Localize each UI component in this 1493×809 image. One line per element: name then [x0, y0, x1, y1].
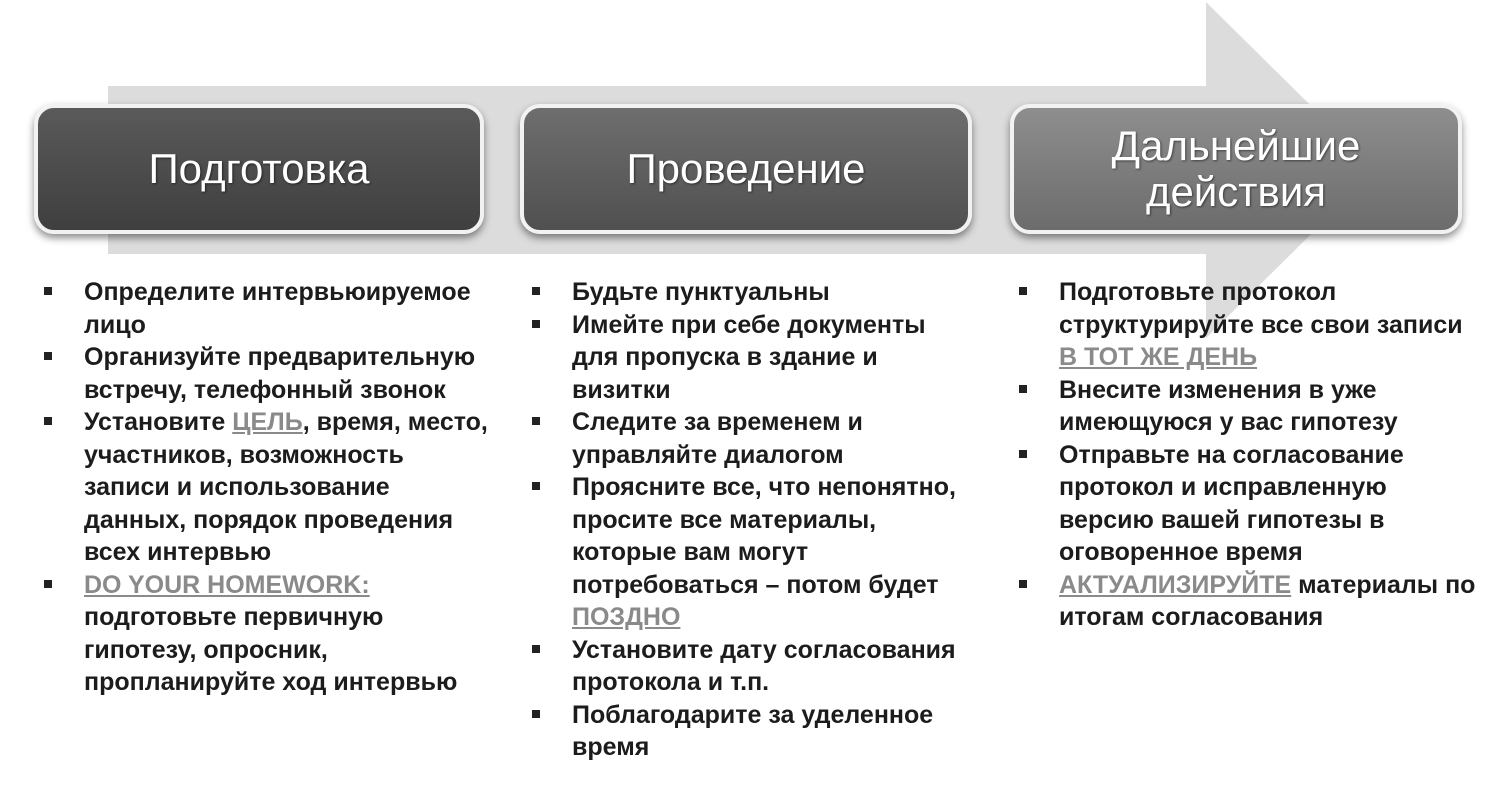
stage-box-preparation — [34, 104, 484, 234]
list-item — [526, 634, 978, 699]
item-text: Установите дату согласования протокола и т.п. — [572, 635, 956, 696]
list-item — [38, 276, 488, 341]
preparation-list — [38, 276, 488, 699]
stage-title — [148, 146, 369, 192]
list-item — [1013, 276, 1483, 374]
list-item — [38, 341, 488, 406]
list-item — [38, 406, 488, 569]
item-text: подготовьте первичную гипотезу, опросник, пропланируйте ход интервью — [84, 603, 458, 696]
list-item — [1013, 439, 1483, 569]
item-text: Организуйте предварительную встречу, телефонный звонок — [84, 343, 476, 404]
list-item — [526, 309, 978, 407]
item-text: , время, место, участников, возможность записи и использование данных, порядок проведения всех интервью — [84, 408, 488, 566]
highlighted-text: DO YOUR HOMEWORK: — [84, 570, 370, 599]
item-text: Проясните все, что непонятно, просите все материалы, которые вам могут потребоваться – потом будет — [572, 473, 956, 599]
item-text: материалы по итогам согласования — [1059, 570, 1476, 631]
stage-title-line: Проведение — [626, 145, 866, 192]
next-steps-list — [1013, 276, 1483, 634]
highlighted-text: АКТУАЛИЗИРУЙТЕ — [1059, 570, 1292, 599]
item-text: Будьте пунктуальны — [572, 278, 830, 306]
list-item — [1013, 569, 1483, 634]
item-text: Определите интервьюируемое лицо — [84, 278, 471, 339]
stage-title-line: Подготовка — [148, 145, 370, 192]
list-item — [526, 699, 978, 764]
stage-title — [1112, 123, 1361, 215]
item-text: Отправьте на согласование протокол и исправленную версию вашей гипотезы в оговоренное время — [1059, 440, 1404, 566]
conducting-list — [526, 276, 978, 764]
list-item — [1013, 374, 1483, 439]
item-text: Подготовьте протокол структурируйте все свои записи — [1059, 278, 1463, 339]
list-item — [526, 276, 978, 309]
stage-box-next-steps — [1010, 104, 1462, 234]
stage-box-conducting — [520, 104, 972, 234]
highlighted-text: ЦЕЛЬ — [232, 408, 303, 436]
item-text: Установите — [84, 408, 233, 436]
stage-title-line: действия — [1145, 168, 1327, 215]
highlighted-text: ПОЗДНО — [572, 603, 681, 631]
list-item — [526, 471, 978, 634]
list-item — [526, 406, 978, 471]
stage-title — [626, 146, 865, 192]
item-text: Имейте при себе документы для пропуска в здание и визитки — [572, 310, 926, 404]
stage-title-line: Дальнейшие — [1111, 122, 1361, 169]
list-item — [38, 569, 488, 699]
highlighted-text: В ТОТ ЖЕ ДЕНЬ — [1059, 343, 1258, 371]
item-text: Внесите изменения в уже имеющуюся у вас гипотезу — [1059, 375, 1398, 436]
item-text: Следите за временем и управляйте диалогом — [572, 408, 863, 469]
item-text: Поблагодарите за уделенное время — [572, 700, 934, 761]
